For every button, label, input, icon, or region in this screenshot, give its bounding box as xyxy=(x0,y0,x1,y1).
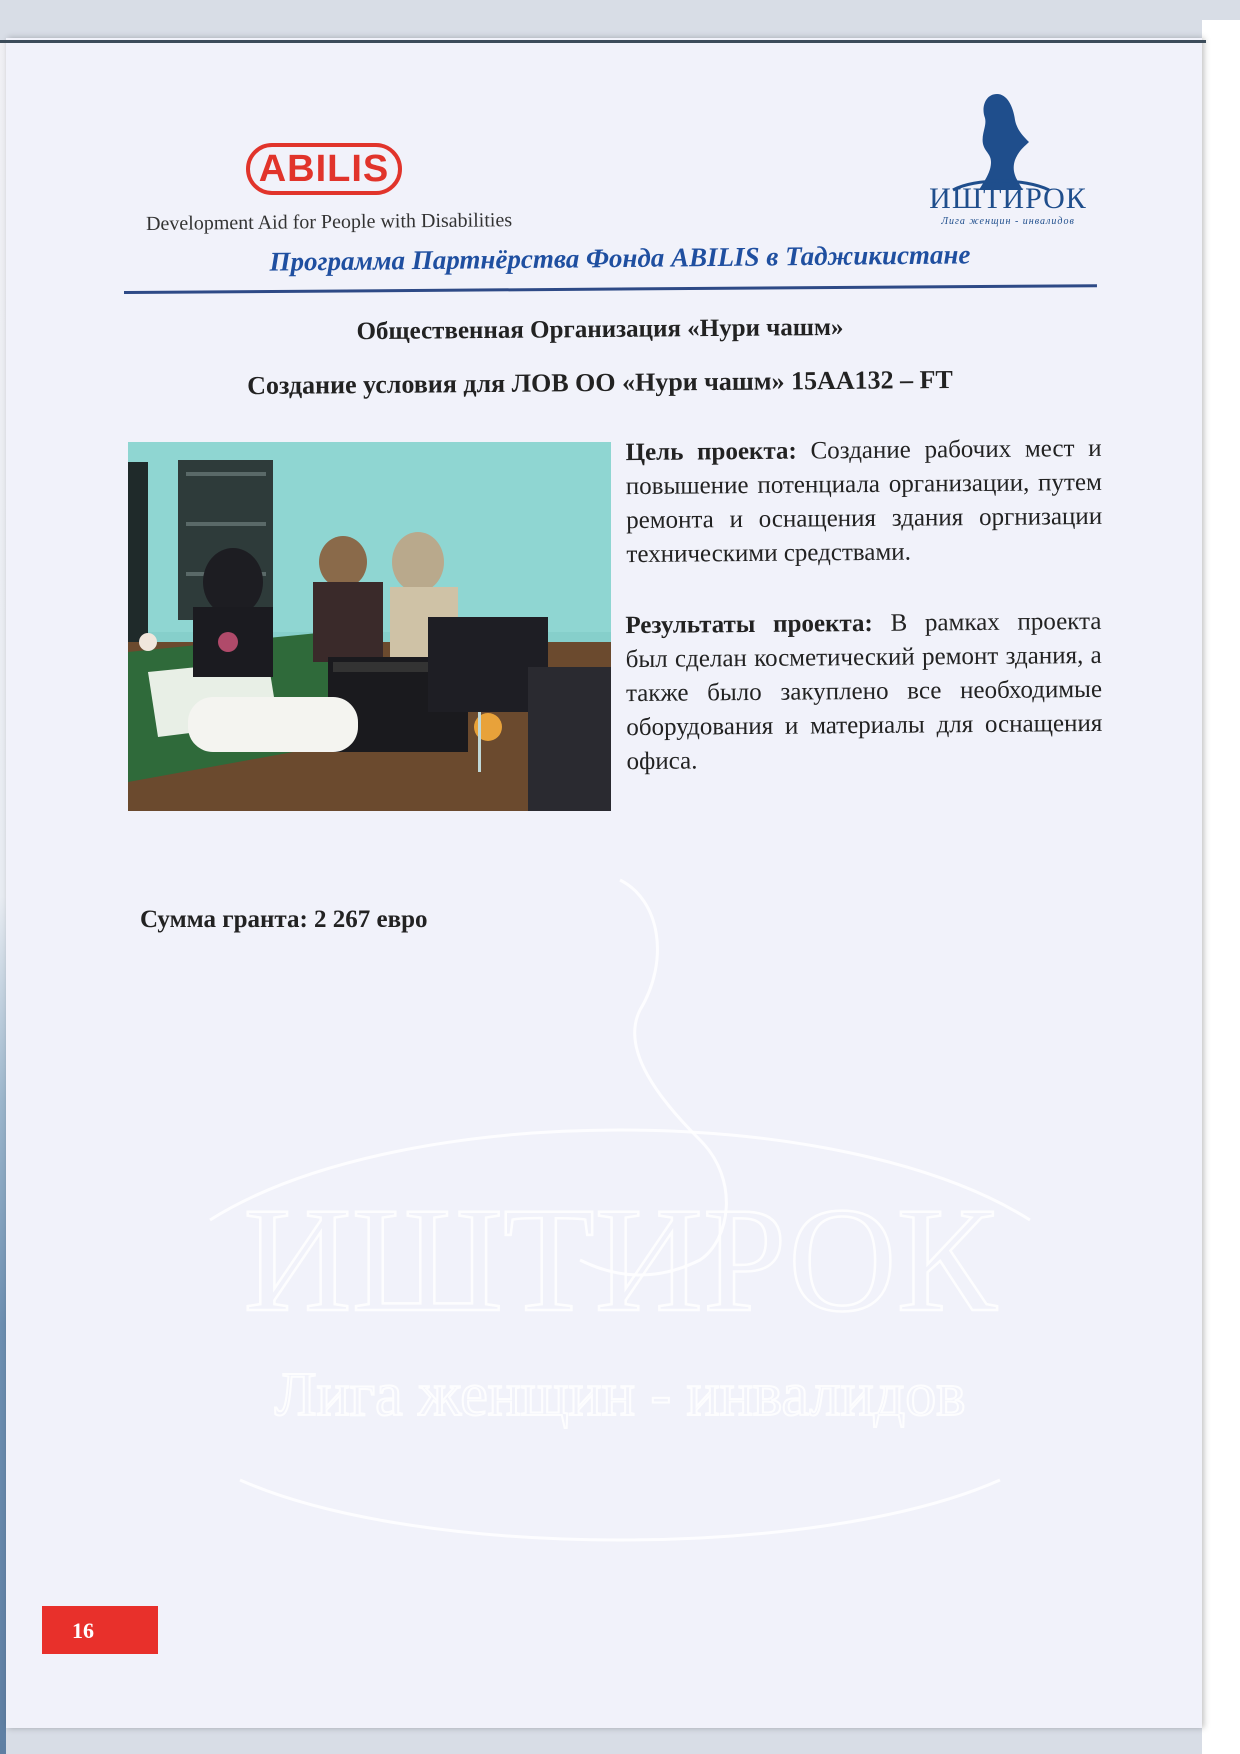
results-text: В рамках проекта был сделан косметический ремонт здания, а также было закуплено все необходимые оборудования и материалы для оснащения офиса. xyxy=(625,607,1103,776)
watermark-subtitle: Лига женщин - инвалидов xyxy=(274,1361,966,1429)
page-number: 16 xyxy=(72,1618,94,1643)
ishtirok-name: ИШТИРОК xyxy=(929,182,1087,215)
abilis-tagline: Development Aid for People with Disabilities xyxy=(145,209,513,235)
goal-text: Создание рабочих мест и повышение потенциала организации, путем ремонта и оснащения здания оргнизации техническими средствами. xyxy=(625,434,1103,569)
ishtirok-subtitle: Лига женщин - инвалидов xyxy=(941,216,1075,227)
project-results xyxy=(625,605,1102,779)
page-number-badge xyxy=(42,1606,158,1654)
organization-title: Общественная Организация «Нури чашм» xyxy=(356,313,844,346)
project-goal xyxy=(625,432,1102,572)
scan-margin xyxy=(1202,20,1240,1754)
goal-label: Цель проекта: xyxy=(625,437,797,467)
watermark-name: ИШТИРОК xyxy=(243,1177,997,1343)
program-title: Программа Партнёрства Фонда ABILIS в Таджикистане xyxy=(269,239,971,277)
ishtirok-figure-icon xyxy=(945,86,1055,196)
abilis-logo: ABILIS xyxy=(246,143,402,195)
results-label: Результаты проекта: xyxy=(625,609,873,640)
project-photo xyxy=(128,442,611,811)
project-title: Создание условия для ЛОВ ОО «Нури чашм» 15АА132 – FT xyxy=(247,364,953,401)
top-rule xyxy=(0,40,1206,43)
grant-amount: Сумма гранта: 2 267 евро xyxy=(140,906,428,933)
ishtirok-watermark xyxy=(100,840,1140,1580)
